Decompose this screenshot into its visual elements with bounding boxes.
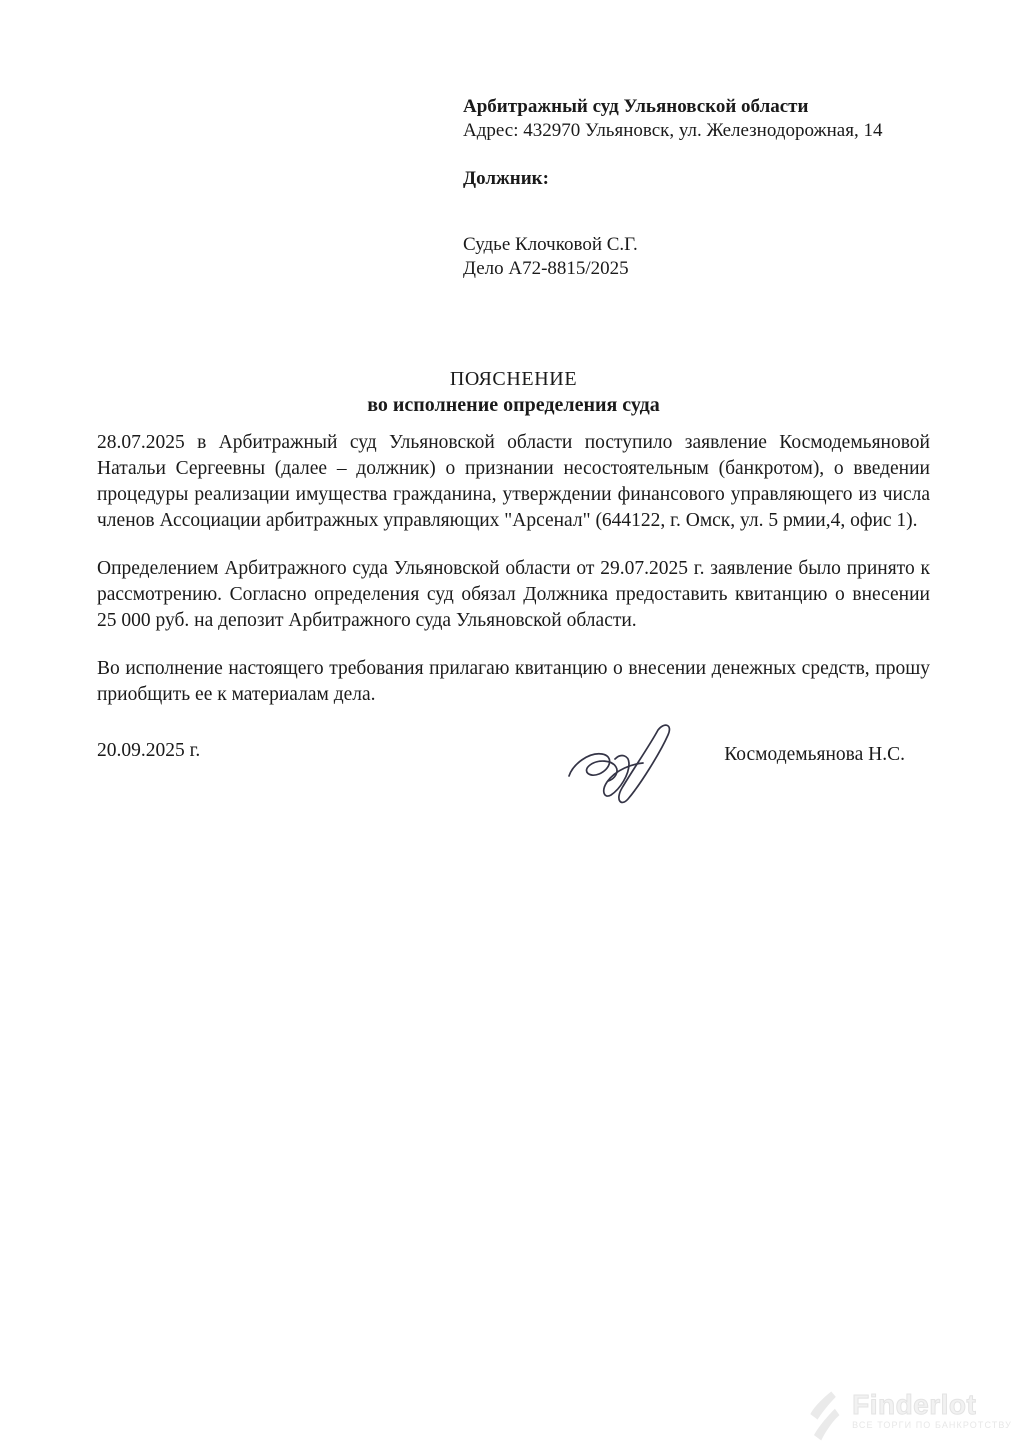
title-block — [97, 366, 930, 418]
signature-scribble — [557, 714, 689, 808]
paragraph-attachment-request: Во исполнение настоящего требования прилагаю квитанцию о внесении денежных средств, прошу приобщить ее к материалам дела. — [97, 658, 930, 705]
case-number-line: Дело А72-8815/2025 — [463, 258, 629, 279]
watermark-tagline: ВСЕ ТОРГИ ПО БАНКРОТСТВУ — [852, 1420, 1012, 1430]
watermark-text — [852, 1390, 1012, 1431]
signature-date: 20.09.2025 г. — [97, 740, 201, 761]
document-body — [97, 430, 930, 708]
header-spacer — [463, 191, 882, 233]
court-address: Адрес: 432970 Ульяновск, ул. Железнодорожная, 14 — [463, 120, 883, 141]
signature-name: Космодемьянова Н.С. — [724, 744, 905, 765]
judge-line: Судье Клочковой С.Г. — [463, 234, 638, 255]
court-name: Арбитражный суд Ульяновской области — [463, 96, 809, 117]
paragraph-filing: 28.07.2025 в Арбитражный суд Ульяновской области поступило заявление Космодемьяновой Натальи Сергеевны (далее – должник) о признании несостоятельным (банкротом), о введении процедуры реализации имущества гражданина, утверждении финансового управляющего из числа членов Ассоциации арбитражных управляющих "Арсенал" (644122, г. Омск, ул. 5 рмии,4, офис 1). — [97, 432, 930, 531]
signature-row — [97, 738, 930, 833]
watermark — [804, 1390, 1012, 1442]
paragraph-court-ruling: Определением Арбитражного суда Ульяновской области от 29.07.2025 г. заявление было принято к рассмотрению. Согласно определения суд обязал Должника предоставить квитанцию о внесении 25 000 руб. на депозит Арбитражного суда Ульяновской области. — [97, 558, 930, 631]
document-header — [463, 95, 882, 281]
finderlot-logo-icon — [804, 1390, 844, 1442]
header-spacer — [463, 143, 882, 167]
debtor-label: Должник: — [463, 168, 549, 189]
watermark-brand: Finderlot — [852, 1389, 977, 1420]
document-title: ПОЯСНЕНИЕ — [449, 368, 578, 390]
document-subtitle: во исполнение определения суда — [367, 394, 660, 416]
